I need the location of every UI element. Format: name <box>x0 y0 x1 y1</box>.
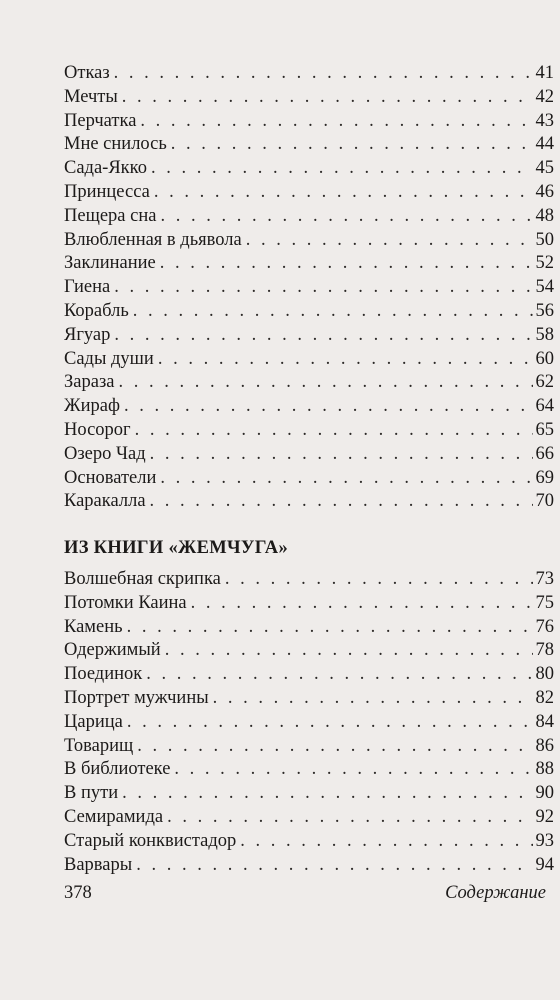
dot-leader <box>160 252 533 276</box>
dot-leader <box>114 62 533 86</box>
toc-entry-title: Волшебная скрипка <box>64 569 221 589</box>
toc-entry-page: 93 <box>535 830 554 851</box>
toc-entry-title: Заклинание <box>64 253 156 274</box>
toc-entry-title: Пещера сна <box>64 205 157 226</box>
toc-entry-page: 43 <box>535 110 554 131</box>
toc-entry-title: Носорог <box>64 419 131 440</box>
toc-entry-page: 84 <box>535 711 554 732</box>
dot-leader <box>191 592 533 616</box>
toc-entry-title: Жираф <box>64 396 120 417</box>
toc-entry <box>64 300 554 324</box>
toc-entry-title: Одержимый <box>64 640 161 661</box>
dot-leader <box>136 854 532 878</box>
toc-entry-title: Сада-Якко <box>64 158 147 179</box>
toc-entry <box>64 854 554 878</box>
toc-entry-page: 90 <box>535 783 554 804</box>
toc-entry-title: Каракалла <box>64 491 146 512</box>
toc-entry-title: Семирамида <box>64 806 164 827</box>
toc-entry <box>64 687 554 711</box>
toc-entry-page: 45 <box>535 158 554 179</box>
toc-entry-title: Мечты <box>64 86 118 107</box>
toc-entry-page: 65 <box>535 419 554 440</box>
toc-entry <box>64 276 554 300</box>
toc-entry-page: 66 <box>535 443 554 464</box>
toc-entry <box>64 758 554 782</box>
toc-entry-title: Влюбленная в дьявола <box>64 229 242 250</box>
toc-entry-page: 56 <box>535 300 554 321</box>
toc-entry-page: 94 <box>535 854 554 875</box>
toc-entry-page: 86 <box>535 735 554 756</box>
toc-entry-page: 54 <box>535 277 554 298</box>
toc-entry-page: 62 <box>535 372 554 393</box>
dot-leader <box>127 711 533 735</box>
toc-entry <box>64 711 554 735</box>
dot-leader <box>146 663 532 687</box>
toc-entry-title: В библиотеке <box>64 759 171 780</box>
toc-entry-title: Варвары <box>64 854 133 875</box>
dot-leader <box>240 830 532 854</box>
section-heading: ИЗ КНИГИ «ЖЕМЧУГА» <box>64 538 289 558</box>
toc-entry-page: 42 <box>535 86 554 107</box>
dot-leader <box>151 157 533 181</box>
toc-entry <box>64 467 554 491</box>
toc-entry-title: Царица <box>64 711 123 732</box>
dot-leader <box>122 86 533 110</box>
dot-leader <box>127 616 533 640</box>
dot-leader <box>174 758 532 782</box>
toc-entry-title: Отказ <box>64 63 110 83</box>
toc-entry <box>64 252 554 276</box>
toc-entry-title: Мне снилось <box>64 134 167 155</box>
toc-entry-page: 80 <box>535 664 554 685</box>
toc-entry <box>64 639 554 663</box>
dot-leader <box>150 490 533 514</box>
toc-entry-title: Принцесса <box>64 181 150 202</box>
toc-entry <box>64 395 554 419</box>
toc-entry <box>64 830 554 854</box>
dot-leader <box>150 443 533 467</box>
toc-entry-title: Сады души <box>64 348 154 369</box>
dot-leader <box>171 133 533 157</box>
toc-entry-page: 44 <box>535 134 554 155</box>
toc-entry-page: 64 <box>535 396 554 417</box>
dot-leader <box>124 395 533 419</box>
toc-entry <box>64 806 554 830</box>
toc-entry <box>64 86 554 110</box>
toc-entry-page: 92 <box>535 806 554 827</box>
toc-entry-title: Потомки Каина <box>64 592 187 613</box>
toc-entry <box>64 735 554 759</box>
dot-leader <box>158 348 533 372</box>
toc-entry-page: 82 <box>535 687 554 708</box>
toc-entry-page: 75 <box>535 592 554 613</box>
toc-entry-title: Основатели <box>64 467 157 488</box>
dot-leader <box>133 300 533 324</box>
toc-entry <box>64 157 554 181</box>
toc-entry <box>64 592 554 616</box>
dot-leader <box>225 568 533 592</box>
toc-entry <box>64 419 554 443</box>
toc-entry <box>64 348 554 372</box>
dot-leader <box>167 806 532 830</box>
dot-leader <box>118 371 532 395</box>
page-number: 378 <box>64 883 92 903</box>
toc-entry <box>64 229 554 253</box>
dot-leader <box>165 639 533 663</box>
toc-entry <box>64 616 554 640</box>
toc-list-part1 <box>64 62 554 514</box>
toc-entry-title: Камень <box>64 616 123 637</box>
dot-leader <box>114 276 532 300</box>
toc-entry-page: 46 <box>535 181 554 202</box>
toc-entry-title: Корабль <box>64 300 129 321</box>
toc-entry <box>64 782 554 806</box>
toc-list-part2 <box>64 568 554 877</box>
toc-entry-title: Перчатка <box>64 110 137 131</box>
toc-entry-title: Поединок <box>64 664 143 685</box>
dot-leader <box>154 181 533 205</box>
toc-entry <box>64 324 554 348</box>
toc-entry-title: Гиена <box>64 277 111 298</box>
toc-entry <box>64 443 554 467</box>
toc-entry-title: Товарищ <box>64 735 134 756</box>
toc-entry <box>64 110 554 134</box>
toc-entry <box>64 62 554 86</box>
toc-entry-title: Старый конквистадор <box>64 830 237 851</box>
toc-entry-page: 70 <box>535 491 554 512</box>
toc-entry-page: 76 <box>535 616 554 637</box>
toc-entry <box>64 371 554 395</box>
toc-entry-page: 48 <box>535 205 554 226</box>
dot-leader <box>213 687 533 711</box>
toc-entry-page: 58 <box>535 324 554 345</box>
running-head: Содержание <box>445 883 546 903</box>
toc-entry-page: 73 <box>535 569 554 589</box>
toc-entry-page: 41 <box>535 63 554 83</box>
toc-entry-page: 52 <box>535 253 554 274</box>
toc-entry-page: 50 <box>535 229 554 250</box>
dot-leader <box>122 782 532 806</box>
toc-entry-title: Ягуар <box>64 324 111 345</box>
toc-entry-title: Портрет мужчины <box>64 687 209 708</box>
toc-entry-page: 88 <box>535 759 554 780</box>
toc-entry-page: 78 <box>535 640 554 661</box>
dot-leader <box>114 324 532 348</box>
toc-entry <box>64 205 554 229</box>
dot-leader <box>160 467 532 491</box>
dot-leader <box>137 735 532 759</box>
dot-leader <box>135 419 533 443</box>
toc-entry <box>64 133 554 157</box>
toc-entry-title: В пути <box>64 783 119 804</box>
toc-entry <box>64 663 554 687</box>
toc-entry-title: Зараза <box>64 372 115 393</box>
toc-entry <box>64 568 554 592</box>
toc-entry-page: 60 <box>535 348 554 369</box>
dot-leader <box>246 229 533 253</box>
toc-entry <box>64 490 554 514</box>
toc-entry-title: Озеро Чад <box>64 443 146 464</box>
dot-leader <box>160 205 532 229</box>
dot-leader <box>140 110 532 134</box>
toc-entry-page: 69 <box>535 467 554 488</box>
toc-entry <box>64 181 554 205</box>
